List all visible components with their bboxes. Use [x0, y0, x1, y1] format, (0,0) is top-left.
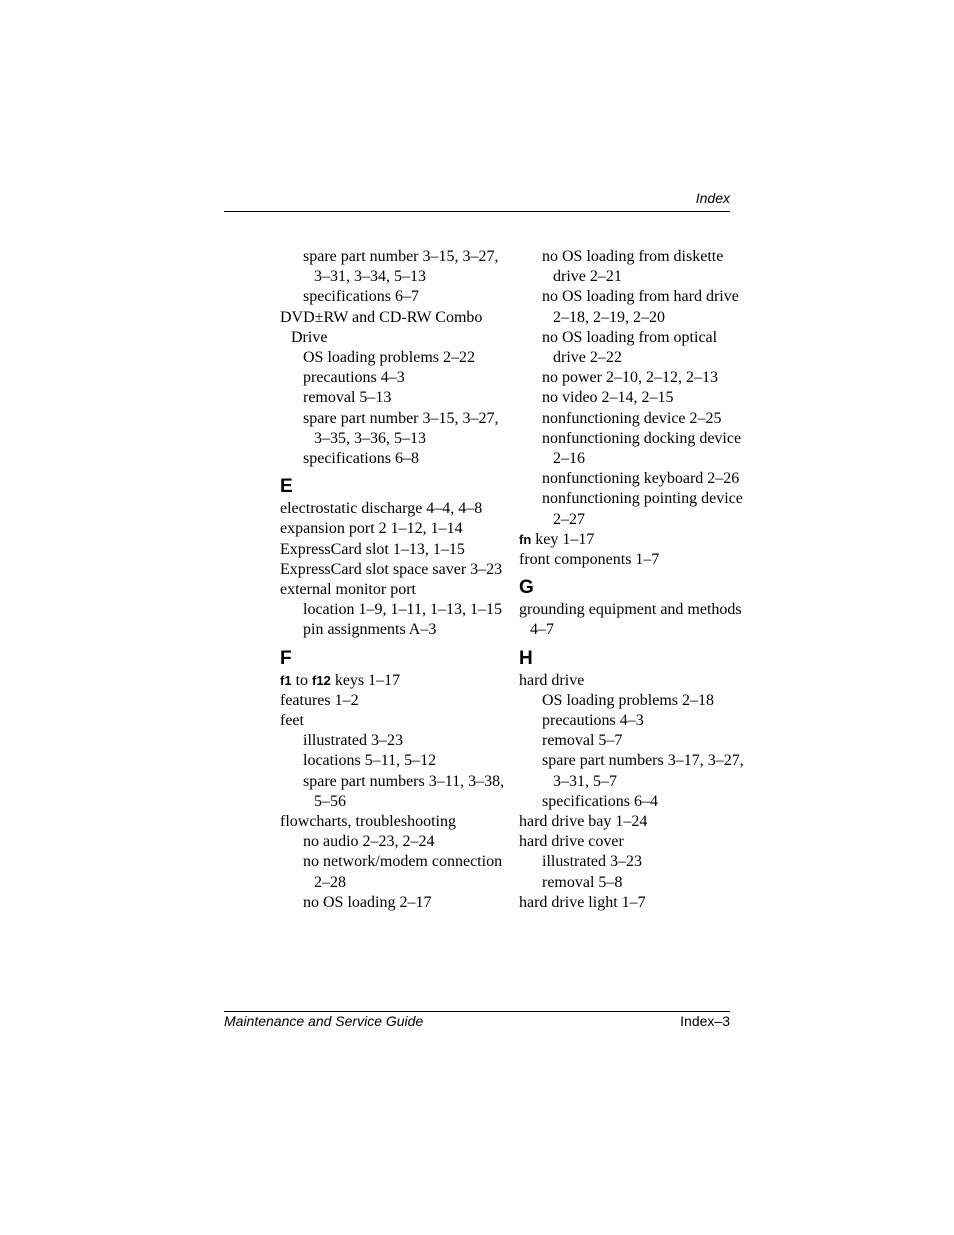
header-rule [224, 211, 730, 212]
footer-rule [224, 1011, 730, 1012]
index-subentry: OS loading problems 2–18 [542, 691, 714, 709]
index-subentry: precautions 4–3 [542, 712, 644, 730]
key-label: f1 [280, 672, 292, 688]
index-entry [519, 530, 749, 550]
index-subentry: no audio 2–23, 2–24 [303, 833, 435, 851]
index-entry-text: key 1–17 [531, 530, 595, 548]
index-entry: external monitor port [280, 581, 416, 599]
index-subentry: nonfunctioning pointing device 2–27 [542, 490, 743, 528]
index-subentry: specifications 6–8 [303, 450, 419, 468]
index-entry-text: to [291, 671, 313, 689]
index-entry-text: keys 1–17 [330, 671, 401, 689]
index-subentry: precautions 4–3 [303, 369, 405, 387]
index-subentry: specifications 6–7 [303, 288, 419, 306]
index-subentry: no power 2–10, 2–12, 2–13 [542, 369, 718, 387]
index-subentry: removal 5–13 [303, 389, 392, 407]
index-column-left [280, 247, 510, 913]
index-subentry: nonfunctioning docking device 2–16 [542, 429, 742, 468]
running-header: Index [695, 190, 730, 206]
index-entry: feet [280, 712, 304, 730]
index-entry: hard drive bay 1–24 [519, 813, 648, 831]
index-entry: grounding equipment and methods 4–7 [519, 601, 742, 639]
key-label: f12 [312, 672, 331, 688]
index-entry: features 1–2 [280, 691, 359, 709]
index-letter-heading: E [280, 476, 293, 498]
index-subentry: removal 5–8 [542, 873, 623, 891]
index-subentry: spare part numbers 3–17, 3–27, 3–31, 5–7 [542, 752, 744, 790]
footer-page-number: Index–3 [680, 1013, 730, 1029]
index-subentry: nonfunctioning device 2–25 [542, 409, 722, 427]
index-subentry: no OS loading 2–17 [303, 893, 432, 911]
index-subentry: OS loading problems 2–22 [303, 349, 475, 367]
index-subentry: no OS loading from hard drive 2–18, 2–19, 2–20 [542, 288, 739, 326]
index-subentry: removal 5–7 [542, 732, 623, 750]
index-subentry: specifications 6–4 [542, 792, 658, 810]
index-entry: flowcharts, troubleshooting [280, 813, 456, 831]
index-column-right [519, 247, 749, 913]
index-subentry: no network/modem connection 2–28 [303, 853, 503, 891]
index-subentry: no OS loading from optical drive 2–22 [542, 328, 718, 367]
index-subentry: pin assignments A–3 [303, 621, 437, 639]
index-entry: hard drive [519, 671, 585, 689]
index-entry: ExpressCard slot space saver 3–23 [280, 560, 503, 578]
index-letter-heading: H [519, 647, 533, 669]
index-letter-heading: F [280, 647, 292, 669]
index-entry: ExpressCard slot 1–13, 1–15 [280, 540, 465, 558]
index-subentry: spare part numbers 3–11, 3–38, 5–56 [303, 772, 505, 810]
key-label: fn [519, 531, 532, 547]
index-subentry: illustrated 3–23 [303, 732, 403, 750]
index-subentry: no video 2–14, 2–15 [542, 389, 674, 407]
index-entry [280, 671, 510, 691]
index-entry: hard drive light 1–7 [519, 893, 646, 911]
index-subentry: spare part number 3–15, 3–27, 3–31, 3–34, 5–13 [303, 248, 499, 286]
index-subentry: location 1–9, 1–11, 1–13, 1–15 [303, 601, 502, 619]
index-subentry: illustrated 3–23 [542, 853, 642, 871]
index-entry: DVD±RW and CD-RW Combo Drive [280, 308, 483, 346]
index-letter-heading: G [519, 577, 534, 599]
index-entry: electrostatic discharge 4–4, 4–8 [280, 500, 483, 518]
index-entry: front components 1–7 [519, 551, 660, 569]
index-subentry: locations 5–11, 5–12 [303, 752, 437, 770]
index-entry: hard drive cover [519, 833, 624, 851]
index-subentry: no OS loading from diskette drive 2–21 [542, 248, 724, 286]
index-subentry: nonfunctioning keyboard 2–26 [542, 470, 740, 488]
footer-guide-title: Maintenance and Service Guide [224, 1013, 424, 1029]
index-entry: expansion port 2 1–12, 1–14 [280, 520, 463, 538]
index-subentry: spare part number 3–15, 3–27, 3–35, 3–36, 5–13 [303, 409, 499, 447]
running-footer [224, 1013, 730, 1029]
